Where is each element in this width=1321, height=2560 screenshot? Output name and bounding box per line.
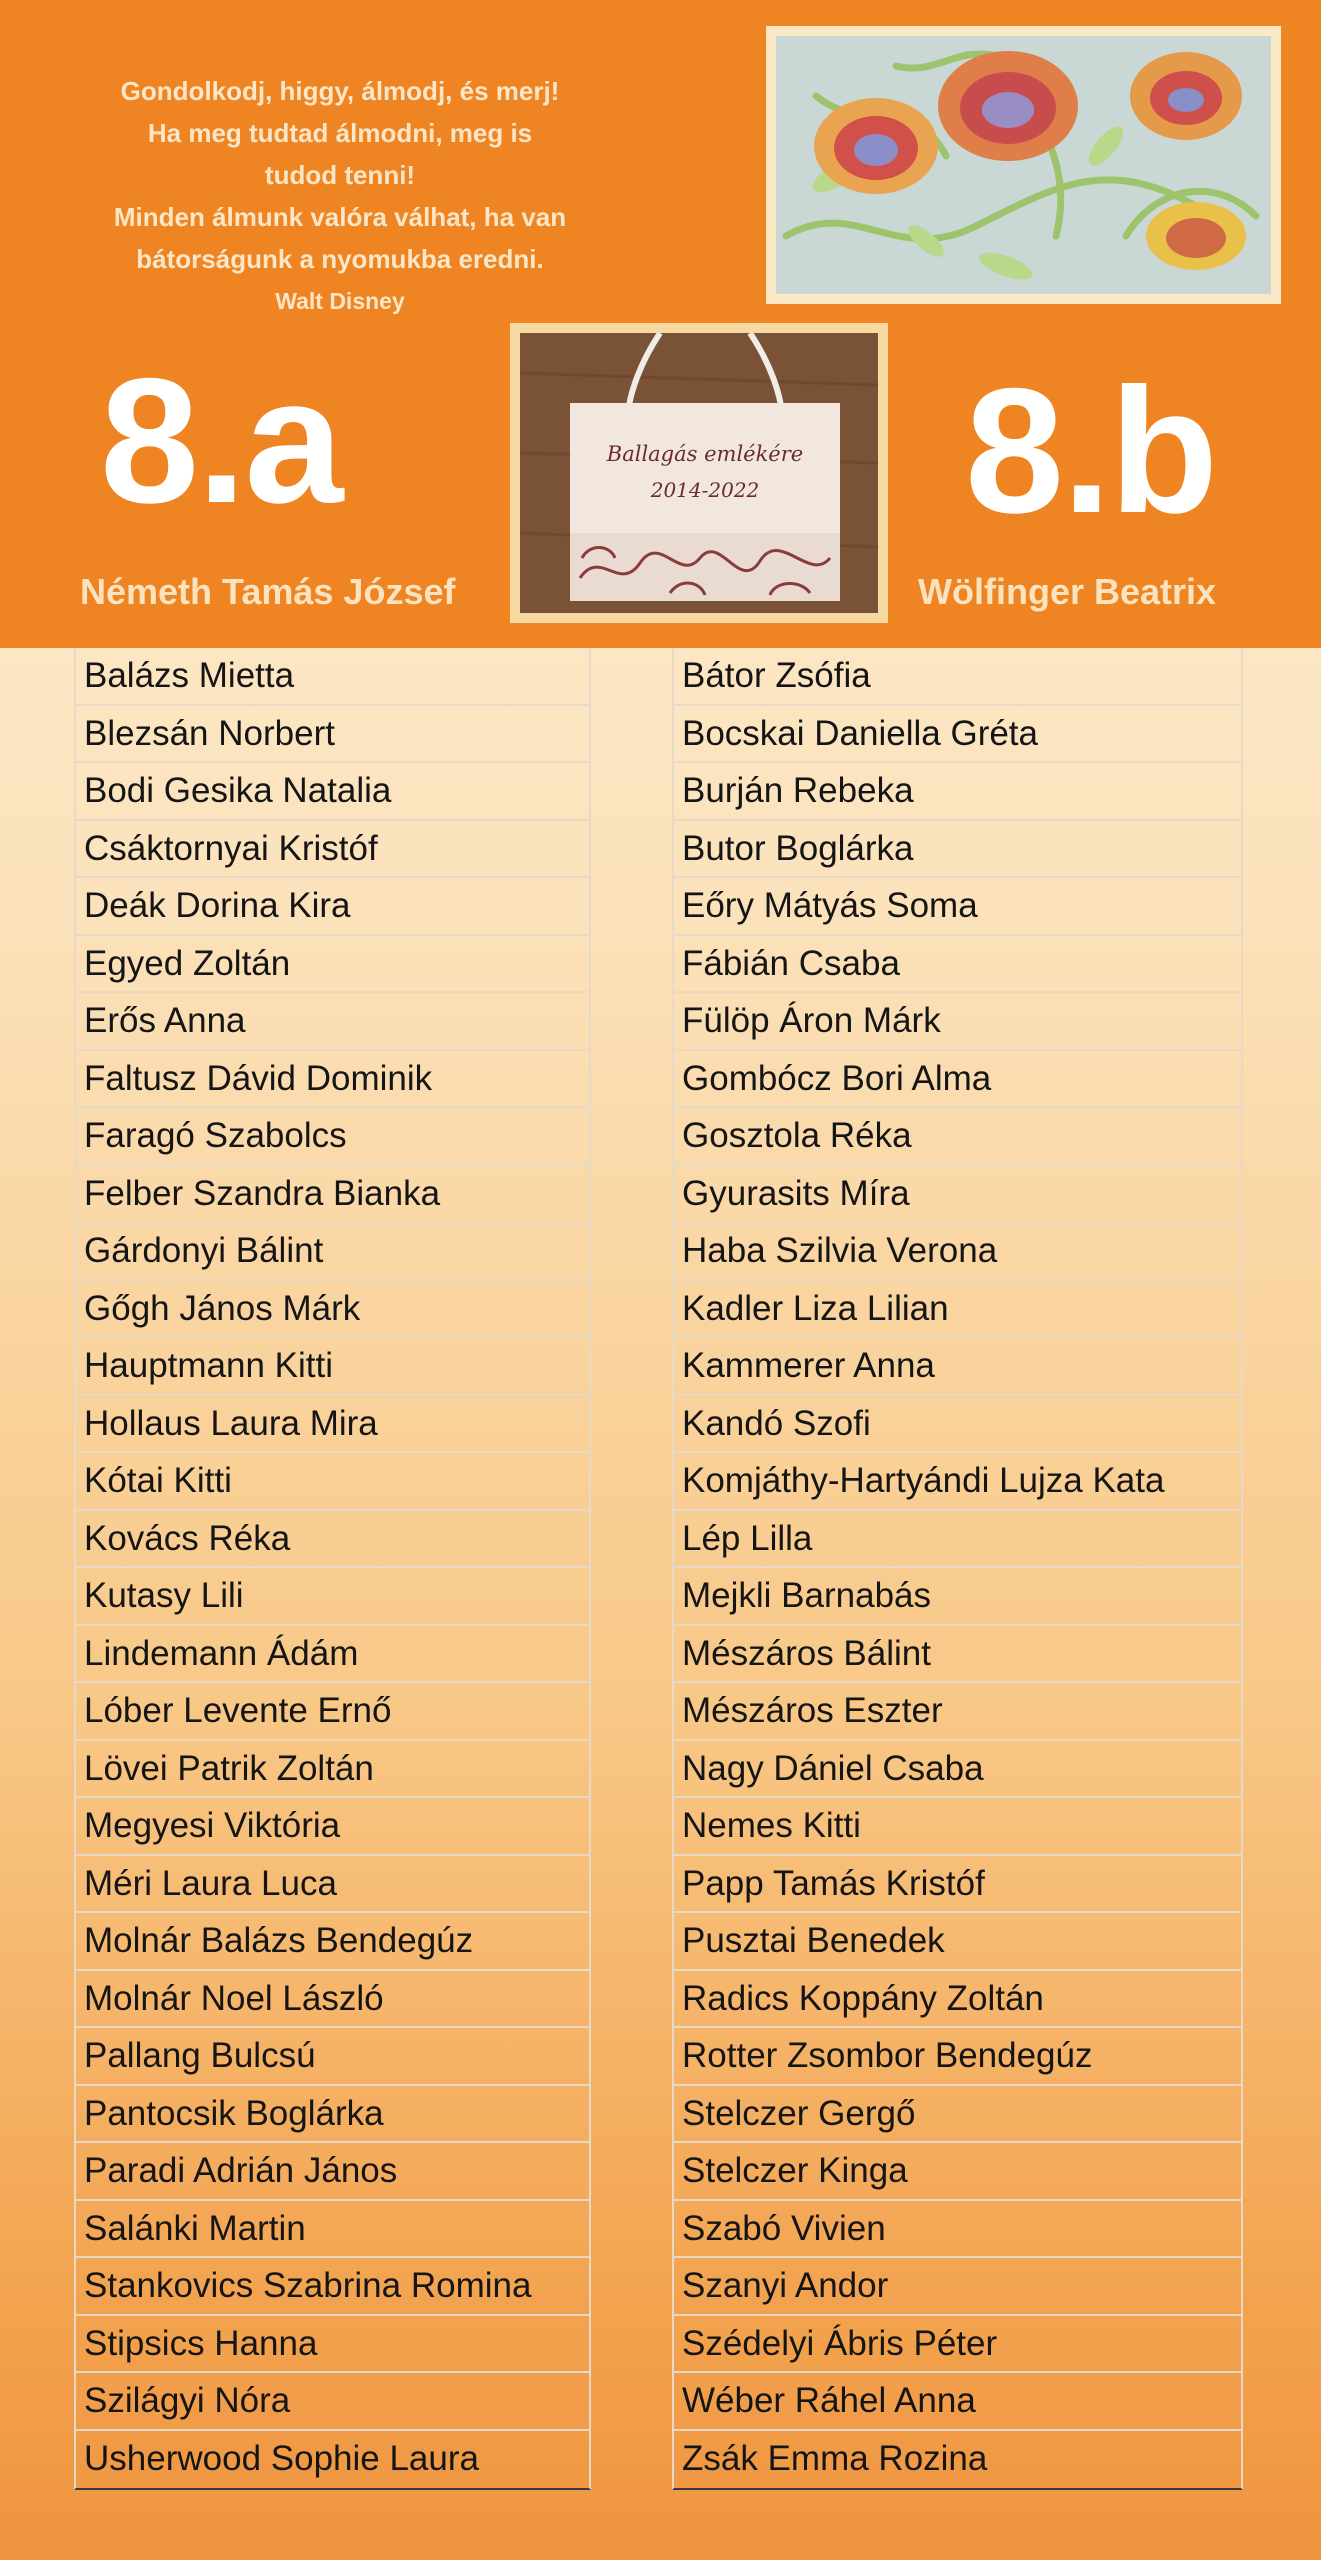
class-a-roster <box>74 648 591 2490</box>
student-row: Megyesi Viktória <box>76 1798 589 1856</box>
student-row: Eőry Mátyás Soma <box>674 878 1241 936</box>
student-row: Mészáros Eszter <box>674 1683 1241 1741</box>
student-row: Lövei Patrik Zoltán <box>76 1741 589 1799</box>
student-row: Erős Anna <box>76 993 589 1051</box>
quote-line: Minden álmunk valóra válhat, ha van <box>113 202 567 232</box>
student-row: Gárdonyi Bálint <box>76 1223 589 1281</box>
header-banner <box>0 0 1321 648</box>
quote-line: Ha meg tudtad álmodni, meg is <box>147 118 533 148</box>
student-row: Kutasy Lili <box>76 1568 589 1626</box>
pennant-photo-icon <box>520 333 878 613</box>
student-row: Kótai Kitti <box>76 1453 589 1511</box>
student-row: Butor Boglárka <box>674 821 1241 879</box>
student-row: Hauptmann Kitti <box>76 1338 589 1396</box>
student-row: Paradi Adrián János <box>76 2143 589 2201</box>
student-row: Salánki Martin <box>76 2201 589 2259</box>
student-row: Fülöp Áron Márk <box>674 993 1241 1051</box>
student-row: Mejkli Barnabás <box>674 1568 1241 1626</box>
banner-line-1: Ballagás emlékére <box>606 442 804 466</box>
student-row: Wéber Ráhel Anna <box>674 2373 1241 2431</box>
student-row: Bátor Zsófia <box>674 648 1241 706</box>
student-row: Gőgh János Márk <box>76 1281 589 1339</box>
student-row: Bodi Gesika Natalia <box>76 763 589 821</box>
student-row: Pantocsik Boglárka <box>76 2086 589 2144</box>
student-row: Komjáthy-Hartyándi Lujza Kata <box>674 1453 1241 1511</box>
quote-line: bátorságunk a nyomukba eredni. <box>136 244 544 274</box>
student-row: Zsák Emma Rozina <box>682 2438 988 2478</box>
class-b-teacher: Wölfinger Beatrix <box>918 571 1217 612</box>
student-row: Gombócz Bori Alma <box>674 1051 1241 1109</box>
student-row: Szabó Vivien <box>674 2201 1241 2259</box>
quote-line: Gondolkodj, higgy, álmodj, és merj! <box>120 76 560 106</box>
student-row: Csáktornyai Kristóf <box>76 821 589 879</box>
student-row: Pallang Bulcsú <box>76 2028 589 2086</box>
banner-line-2: 2014-2022 <box>650 478 760 502</box>
student-row: Nagy Dániel Csaba <box>674 1741 1241 1799</box>
class-a-teacher: Németh Tamás József <box>80 571 456 612</box>
quote-author: Walt Disney <box>275 288 405 314</box>
student-row: Lép Lilla <box>674 1511 1241 1569</box>
student-row: Kammerer Anna <box>674 1338 1241 1396</box>
student-row: Radics Koppány Zoltán <box>674 1971 1241 2029</box>
quote-line: tudod tenni! <box>264 160 416 190</box>
student-row: Usherwood Sophie Laura <box>84 2438 479 2478</box>
student-row: Balázs Mietta <box>76 648 589 706</box>
student-row: Blezsán Norbert <box>76 706 589 764</box>
student-row: Deák Dorina Kira <box>76 878 589 936</box>
student-row: Faltusz Dávid Dominik <box>76 1051 589 1109</box>
student-row: Lóber Levente Ernő <box>76 1683 589 1741</box>
floral-ornament-image <box>766 26 1281 304</box>
student-row: Papp Tamás Kristóf <box>674 1856 1241 1914</box>
student-row: Kovács Réka <box>76 1511 589 1569</box>
student-row: Szédelyi Ábris Péter <box>674 2316 1241 2374</box>
student-row: Lindemann Ádám <box>76 1626 589 1684</box>
student-row: Fábián Csaba <box>674 936 1241 994</box>
student-row: Pusztai Benedek <box>674 1913 1241 1971</box>
student-row: Szilágyi Nóra <box>76 2373 589 2431</box>
student-row: Rotter Zsombor Bendegúz <box>674 2028 1241 2086</box>
student-row: Stelczer Kinga <box>674 2143 1241 2201</box>
floral-ornament-icon <box>776 36 1271 294</box>
student-row: Stankovics Szabrina Romina <box>76 2258 589 2316</box>
student-row: Felber Szandra Bianka <box>76 1166 589 1224</box>
student-row: Mészáros Bálint <box>674 1626 1241 1684</box>
student-row: Szanyi Andor <box>674 2258 1241 2316</box>
graduation-banner-photo <box>510 323 888 623</box>
student-row: Gosztola Réka <box>674 1108 1241 1166</box>
student-row: Bocskai Daniella Gréta <box>674 706 1241 764</box>
student-row: Haba Szilvia Verona <box>674 1223 1241 1281</box>
student-row: Stipsics Hanna <box>76 2316 589 2374</box>
quote-block <box>70 70 610 322</box>
student-row: Molnár Noel László <box>76 1971 589 2029</box>
student-row: Stelczer Gergő <box>674 2086 1241 2144</box>
student-row: Faragó Szabolcs <box>76 1108 589 1166</box>
student-row: Kandó Szofi <box>674 1396 1241 1454</box>
student-row: Gyurasits Míra <box>674 1166 1241 1224</box>
student-row: Kadler Liza Lilian <box>674 1281 1241 1339</box>
student-row: Nemes Kitti <box>674 1798 1241 1856</box>
class-b-roster <box>672 648 1243 2490</box>
student-row: Egyed Zoltán <box>76 936 589 994</box>
student-row: Hollaus Laura Mira <box>76 1396 589 1454</box>
student-row: Molnár Balázs Bendegúz <box>76 1913 589 1971</box>
class-b-title: 8.b <box>965 351 1217 550</box>
student-row: Méri Laura Luca <box>76 1856 589 1914</box>
student-row: Burján Rebeka <box>674 763 1241 821</box>
class-a-title: 8.a <box>100 341 342 540</box>
